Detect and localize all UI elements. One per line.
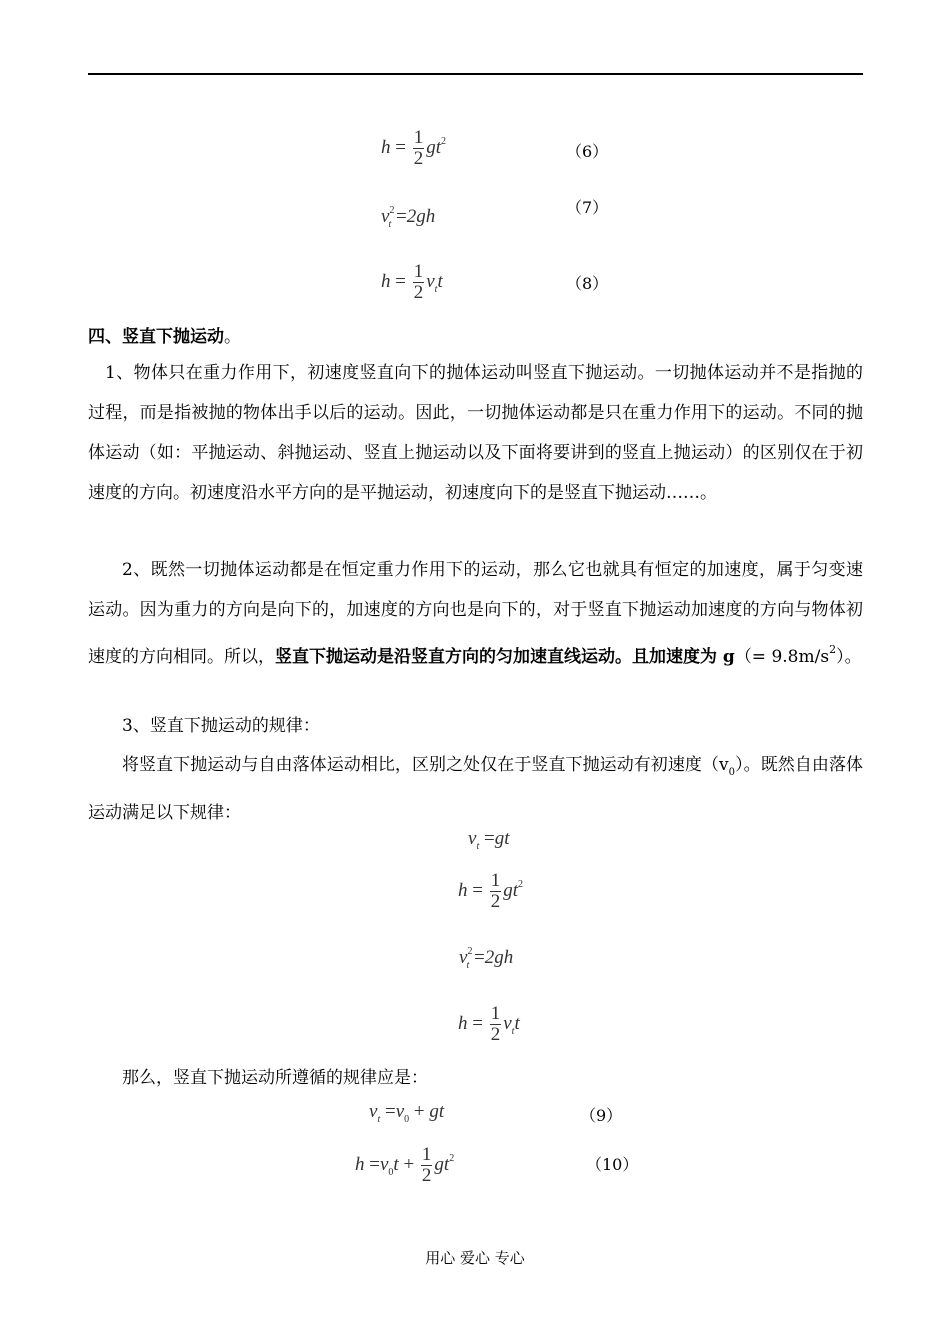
key-statement: 竖直下抛运动是沿竖直方向的匀加速直线运动。且加速度为 g [275,647,735,667]
equation-9: $v_t =v_0$ + gt [369,1101,445,1125]
header-rule [88,73,863,75]
freefall-equation-1: $v_t =gt$ [468,828,510,852]
paragraph-1: 1、物体只在重力作用下，初速度竖直向下的抛体运动叫竖直下抛运动。一切抛体运动并不是指抛的过程，而是指被抛的物体出手以后的运动。因此，一切抛体运动都是只在重力作用下的运动。不同的抛体运动（如：平抛运动、斜抛运动、竖直上抛运动以及下面将要讲到的竖直上抛运动）的区别仅在于初速度的方向。初速度沿水平方向的是平抛运动，初速度向下的是竖直下抛运动……。 [88,363,863,503]
equation-9-number: （9） [580,1106,623,1125]
paragraph-3: 3、竖直下抛运动的规律： [122,716,320,736]
equation-6-number: （6） [566,142,609,161]
equation-8: h = $\frac{1}{2}$ $v_tt$ [381,261,443,303]
section-heading: 四、竖直下抛运动。 [88,327,241,347]
freefall-equation-4: h = $\frac{1}{2}$ $v_tt$ [458,1003,520,1045]
paragraph-4: 将竖直下抛运动与自由落体运动相比，区别之处仅在于竖直下抛运动有初速度$(v_0)$。既然自由落体运动满足以下规律： [88,755,863,823]
paragraph-5: 那么，竖直下抛运动所遵循的规律应是： [122,1068,428,1088]
freefall-equation-3: $v^2_t =2gh$ [459,946,514,971]
equation-8-number: （8） [566,274,609,293]
paragraph-2: 2、既然一切抛体运动都是在恒定重力作用下的运动，那么它也就具有恒定的加速度，属于匀变速运动。因为重力的方向是向下的，加速度的方向也是向下的，对于竖直下抛运动加速度的方向与物体初速度的方向相同。所以，竖直下抛运动是沿竖直方向的匀加速直线运动。且加速度为 $g(= 9.8m/s^2)$。 [88,560,863,667]
equation-6: h = $\frac{1}{2}$ $gt^2$ [381,127,446,169]
equation-7: $v^2_t =2gh$ [381,205,436,230]
page-footer: 用心 爱心 专心 [425,1249,525,1267]
equation-7-number: （7） [566,198,609,217]
equation-10-number: （10） [586,1155,639,1174]
freefall-equation-2: h = $\frac{1}{2}$ $gt^2$ [458,870,523,912]
equation-10: $h =v_0t$ + $\frac{1}{2}$ $gt^2$ [355,1144,455,1186]
